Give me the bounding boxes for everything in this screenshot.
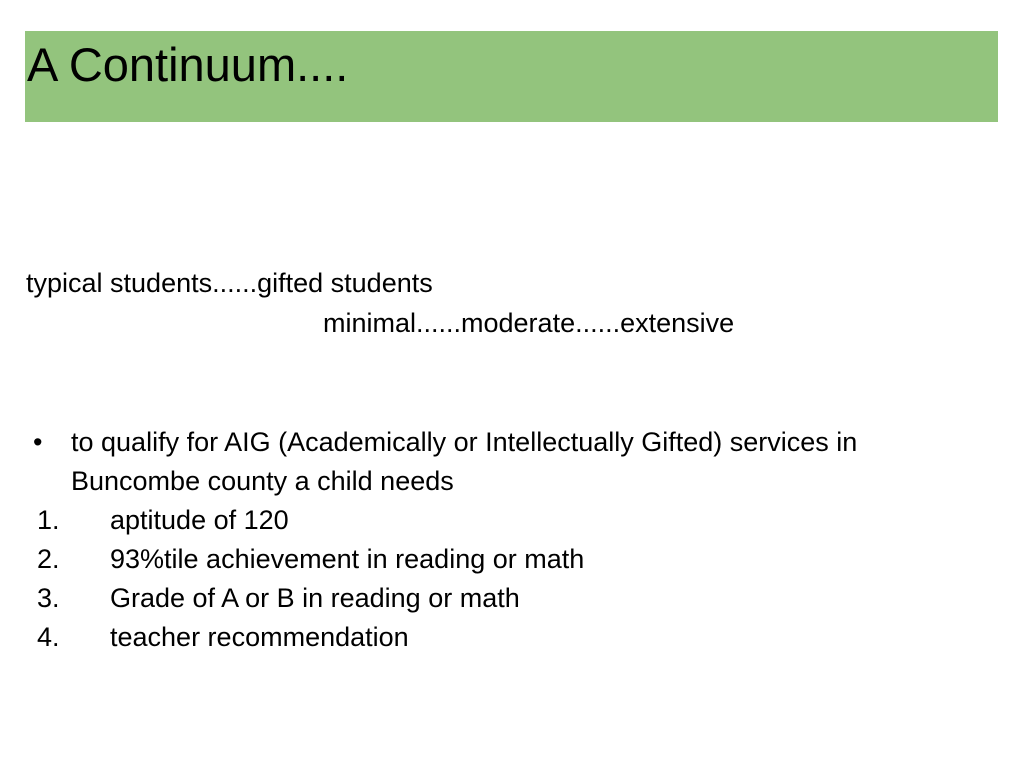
- criteria-number: 1.: [37, 505, 60, 535]
- criteria-item: [33, 579, 933, 618]
- criteria-item: [33, 618, 933, 657]
- criteria-text: Grade of A or B in reading or math: [110, 583, 520, 613]
- bullet-item: [33, 423, 933, 501]
- bullet-dot-icon: •: [33, 427, 43, 457]
- criteria-number: 2.: [37, 544, 60, 574]
- criteria-text: aptitude of 120: [110, 505, 289, 535]
- title-bar: [25, 31, 998, 122]
- criteria-number: 4.: [37, 622, 60, 652]
- criteria-item: [33, 501, 933, 540]
- continuum-services-line: minimal......moderate......extensive: [323, 308, 735, 338]
- criteria-text: teacher recommendation: [110, 622, 409, 652]
- slide-title: A Continuum....: [27, 38, 349, 91]
- criteria-text: 93%tile achievement in reading or math: [110, 544, 585, 574]
- continuum-students-line: typical students......gifted students: [26, 268, 433, 298]
- criteria-item: [33, 540, 933, 579]
- aig-criteria-block: [33, 423, 933, 657]
- bullet-text: to qualify for AIG (Academically or Intellectually Gifted) services in Buncombe county a child needs: [71, 427, 858, 496]
- criteria-number: 3.: [37, 583, 60, 613]
